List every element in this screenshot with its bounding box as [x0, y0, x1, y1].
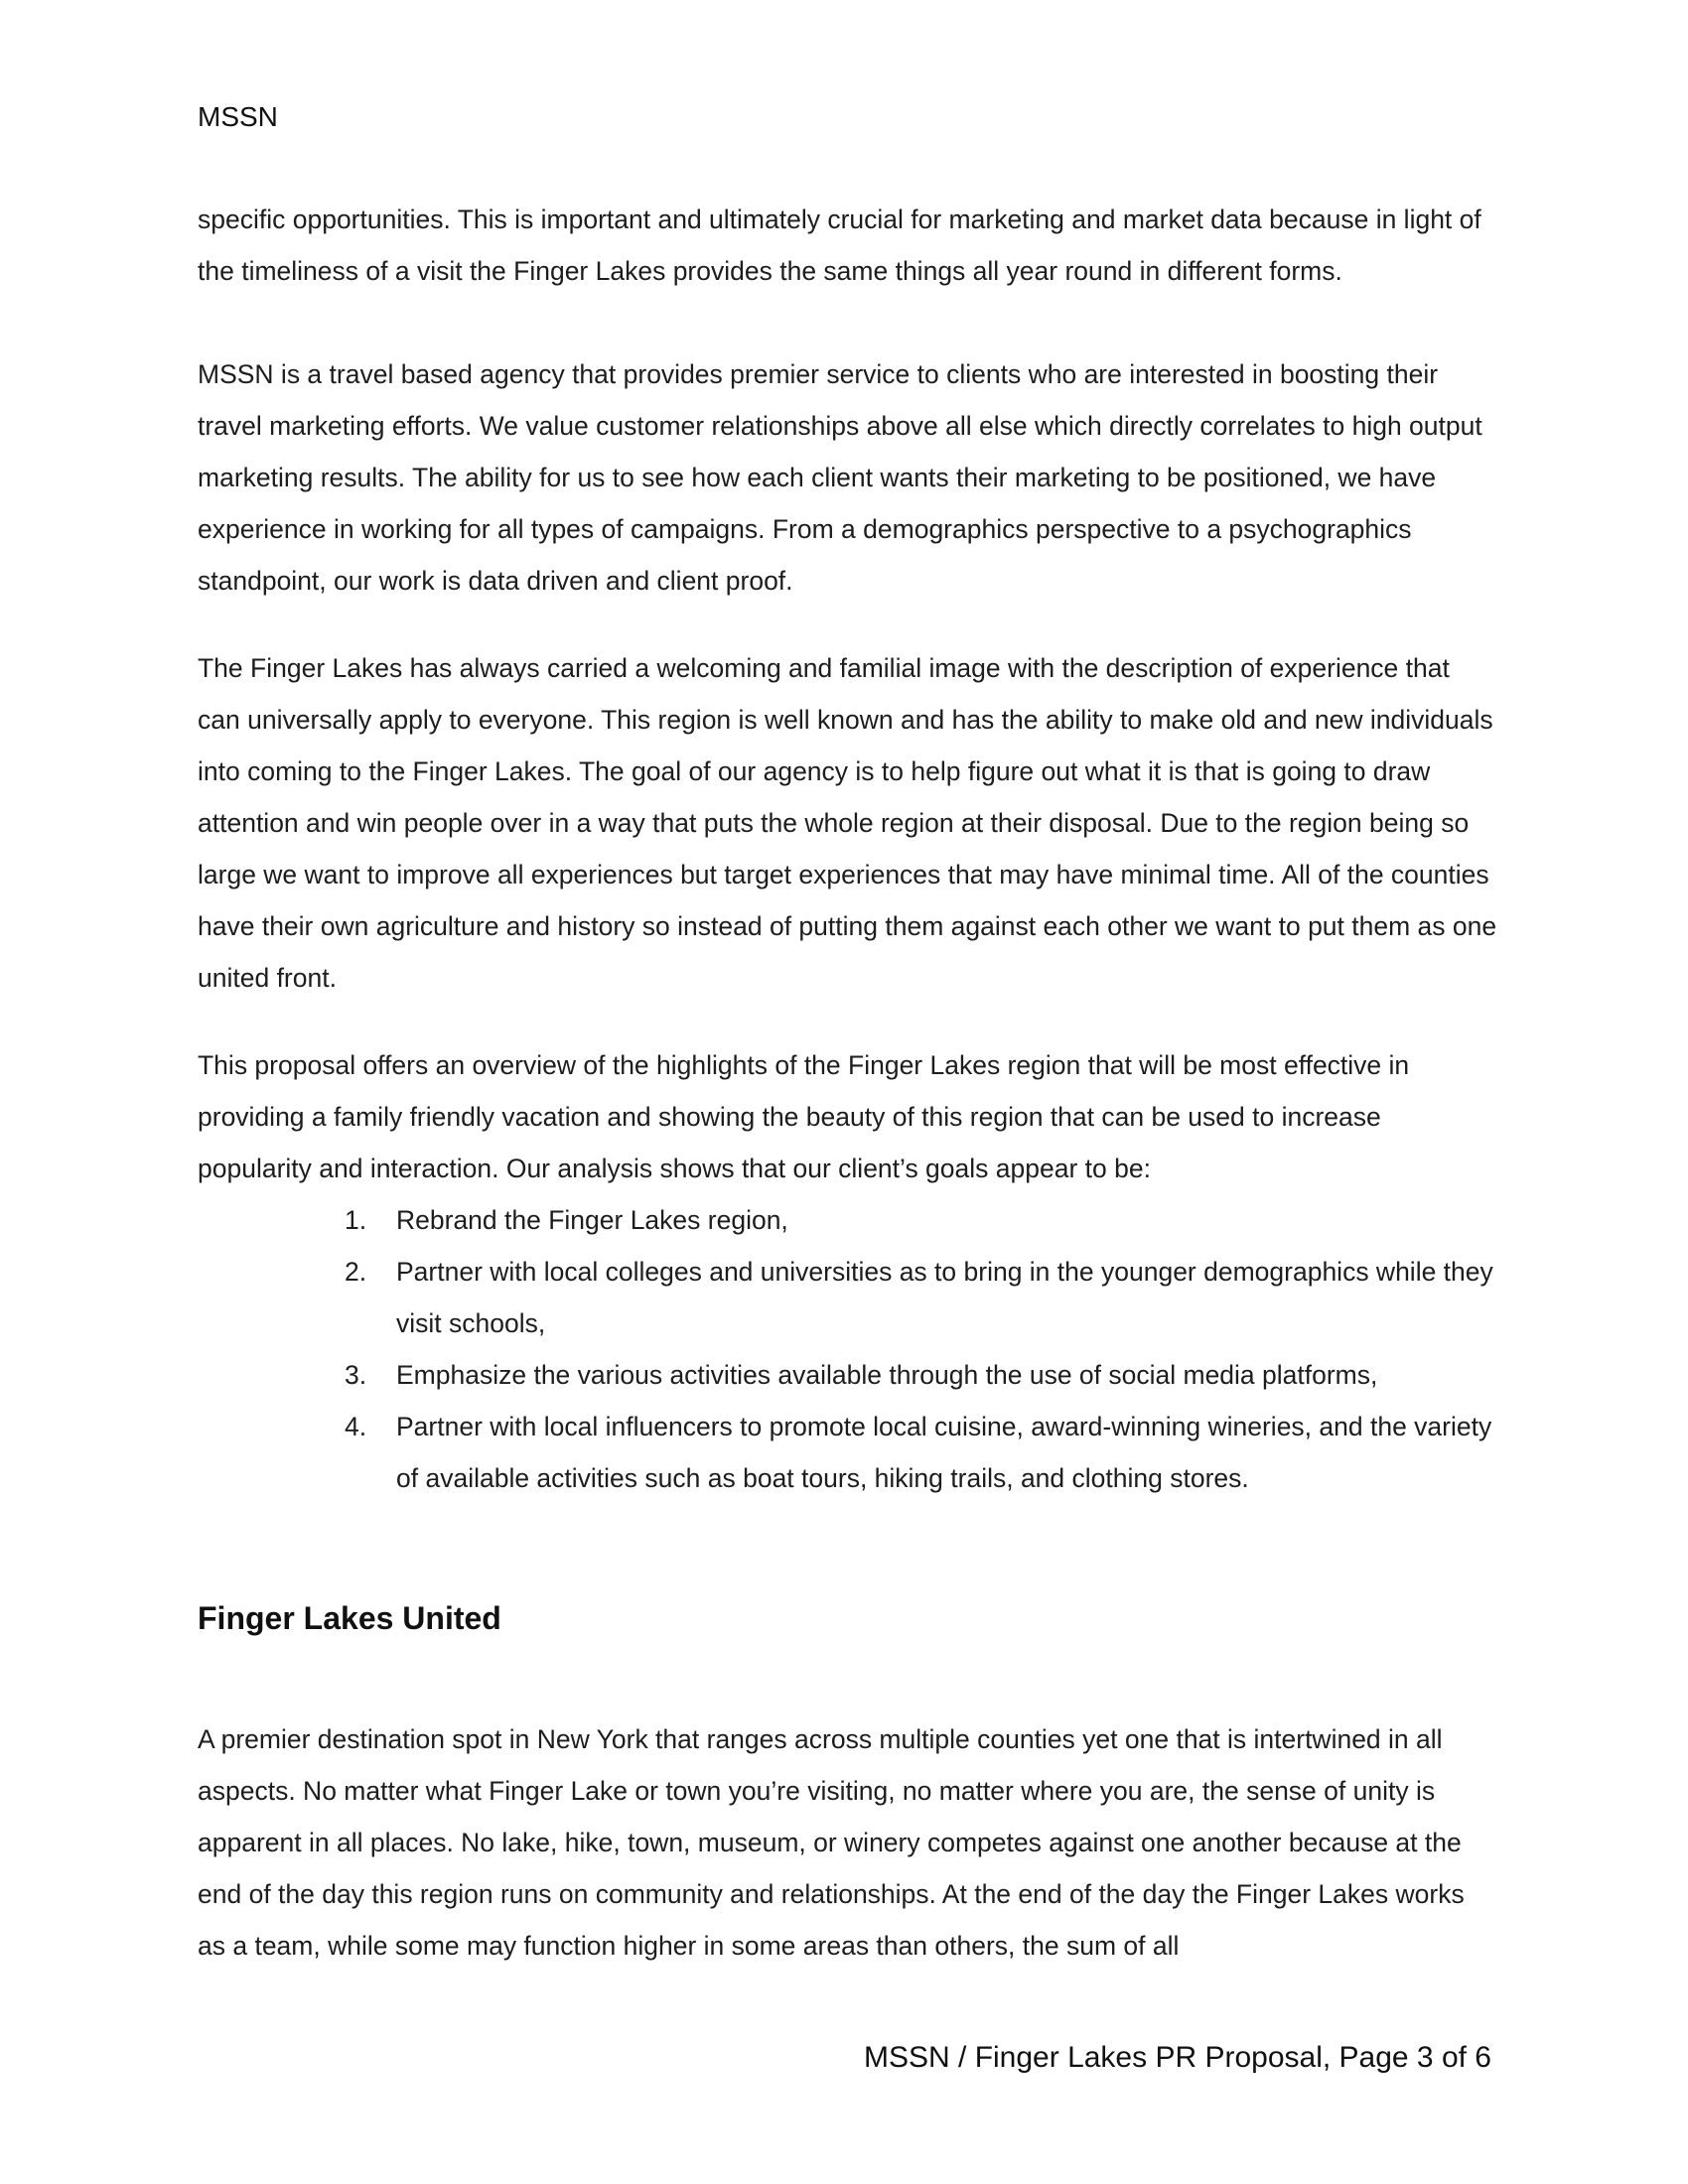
- list-item: [198, 1349, 1498, 1401]
- page-footer: MSSN / Finger Lakes PR Proposal, Page 3 of 6: [864, 2041, 1491, 2074]
- list-item-text: Rebrand the Finger Lakes region,: [396, 1205, 788, 1235]
- document-body: [198, 194, 1498, 1504]
- section-body: [198, 1713, 1498, 1972]
- goals-list: [198, 1194, 1498, 1504]
- list-item: [198, 1194, 1498, 1246]
- page-header: MSSN: [198, 101, 278, 132]
- list-number: 1.: [345, 1205, 367, 1235]
- paragraph-continuation: specific opportunities. This is important and ultimately crucial for marketing and market data because in light of the timeliness of a visit the Finger Lakes provides the same things all year round in different forms.: [198, 205, 1481, 286]
- list-item: [198, 1246, 1498, 1349]
- paragraph-region-image: The Finger Lakes has always carried a welcoming and familial image with the description of experience that can universally apply to everyone. This region is well known and has the ability to make old and new individuals into coming to the Finger Lakes. The goal of our agency is to help figure out what it is that is going to draw attention and win people over in a way that puts the whole region at their disposal. Due to the region being so large we want to improve all experiences but target experiences that may have minimal time. All of the counties have their own agriculture and history so instead of putting them against each other we want to put them as one united front.: [198, 653, 1497, 993]
- paragraph-agency-intro: MSSN is a travel based agency that provides premier service to clients who are interested in boosting their travel marketing efforts. We value customer relationships above all else which directly correlates to high output marketing results. The ability for us to see how each client wants their marketing to be positioned, we have experience in working for all types of campaigns. From a demographics perspective to a psychographics standpoint, our work is data driven and client proof.: [198, 359, 1482, 596]
- list-item-text: Emphasize the various activities available through the use of social media platforms,: [396, 1360, 1378, 1390]
- section-heading: Finger Lakes United: [198, 1600, 501, 1636]
- paragraph-proposal-overview: This proposal offers an overview of the highlights of the Finger Lakes region that will be most effective in providing a family friendly vacation and showing the beauty of this region that can be used to increase popularity and interaction. Our analysis shows that our client’s goals appear to be:: [198, 1050, 1410, 1183]
- list-number: 4.: [345, 1412, 367, 1441]
- list-item-text: Partner with local colleges and universities as to bring in the younger demographics while they visit schools,: [396, 1257, 1493, 1338]
- list-number: 3.: [345, 1360, 367, 1390]
- list-item-text: Partner with local influencers to promote local cuisine, award-winning wineries, and the variety of available activities such as boat tours, hiking trails, and clothing stores.: [396, 1412, 1492, 1493]
- paragraph-united-intro: A premier destination spot in New York that ranges across multiple counties yet one that is intertwined in all aspects. No matter what Finger Lake or town you’re visiting, no matter where you are, the sense of unity is apparent in all places. No lake, hike, town, museum, or winery competes against one another because at the end of the day this region runs on community and relationships. At the end of the day the Finger Lakes works as a team, while some may function higher in some areas than others, the sum of all: [198, 1724, 1465, 1961]
- list-number: 2.: [345, 1257, 367, 1287]
- list-item: [198, 1401, 1498, 1504]
